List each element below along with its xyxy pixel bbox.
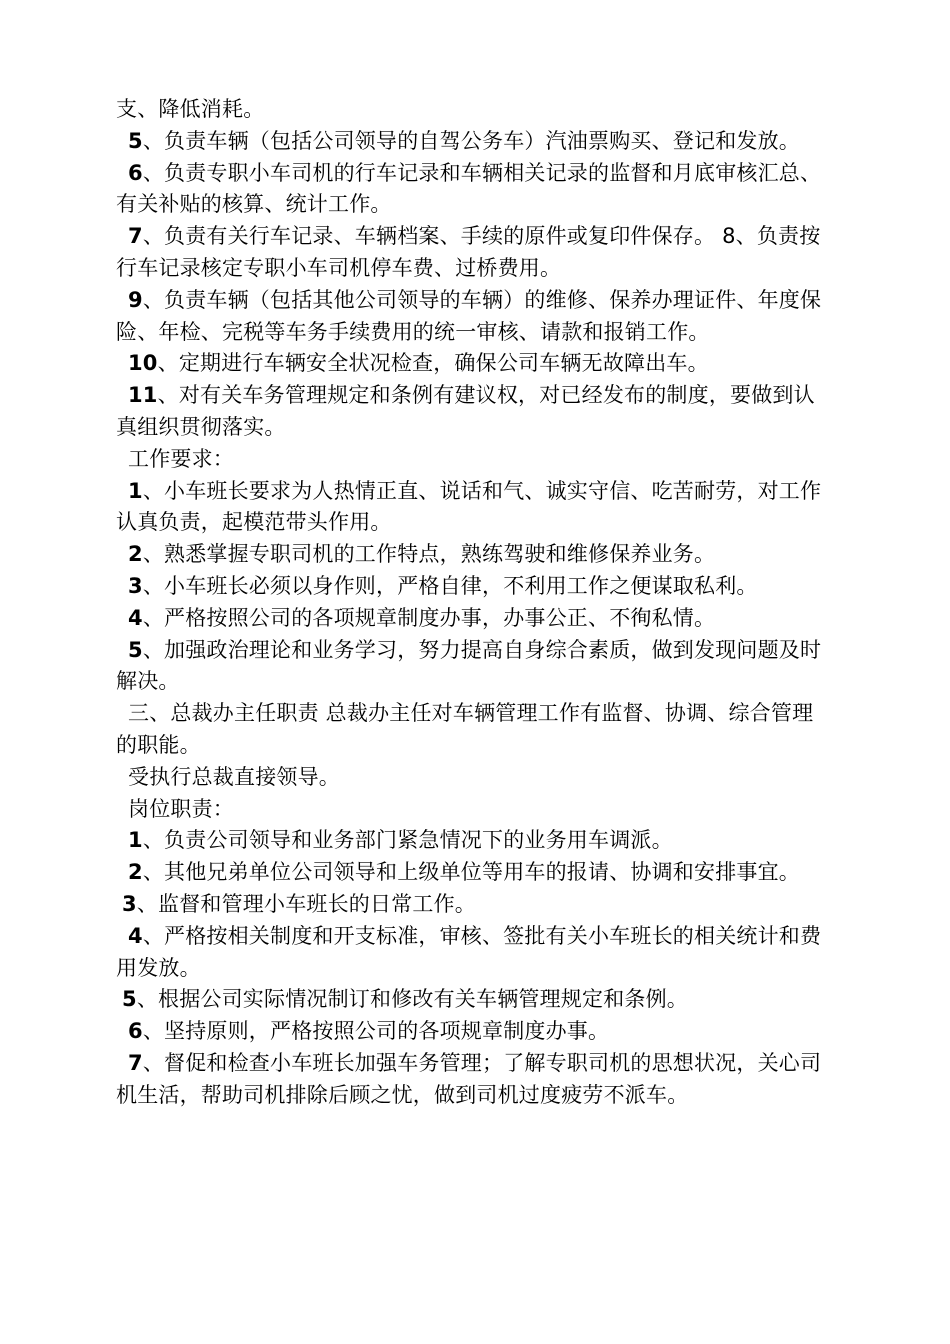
paragraph: 2、熟悉掌握专职司机的工作特点，熟练驾驶和维修保养业务。: [128, 542, 716, 567]
paragraph: 1、小车班长要求为人热情正直、说话和气、诚实守信、吃苦耐劳，对工作认真负责，起模范带头作用。: [116, 478, 822, 535]
paragraph: 5、根据公司实际情况制订和修改有关车辆管理规定和条例。: [122, 987, 689, 1012]
item-number: 2: [128, 542, 143, 567]
item-number: 6: [128, 160, 143, 185]
document-body: [116, 94, 834, 1112]
paragraph: 6、负责专职小车司机的行车记录和车辆相关记录的监督和月底审核汇总、有关补贴的核算、统计工作。: [116, 160, 822, 217]
item-number: 5: [122, 987, 137, 1012]
paragraph: 6、坚持原则，严格按照公司的各项规章制度办事。: [128, 1019, 610, 1044]
item-number: 3: [122, 891, 137, 916]
item-number: 2: [128, 860, 143, 885]
item-number: 1: [128, 828, 143, 853]
item-number: 4: [128, 923, 143, 948]
paragraph: 10、定期进行车辆安全状况检查，确保公司车辆无故障出车。: [128, 351, 709, 376]
paragraph: 5、负责车辆（包括公司领导的自驾公务车）汽油票购买、登记和发放。: [128, 128, 801, 153]
item-number: 11: [128, 383, 158, 408]
paragraph: 4、严格按照公司的各项规章制度办事，办事公正、不徇私情。: [128, 605, 716, 630]
item-number: 9: [128, 287, 143, 312]
item-number: 3: [128, 573, 143, 598]
paragraph: 7、负责有关行车记录、车辆档案、手续的原件或复印件保存。 8、负责按行车记录核定专职小车司机停车费、过桥费用。: [116, 224, 821, 280]
paragraph: 支、降低消耗。: [116, 97, 265, 121]
paragraph: 2、其他兄弟单位公司领导和上级单位等用车的报请、协调和安排事宜。: [128, 860, 801, 885]
paragraph: 3、小车班长必须以身作则，严格自律，不利用工作之便谋取私利。: [128, 573, 758, 598]
paragraph: 9、负责车辆（包括其他公司领导的车辆）的维修、保养办理证件、年度保险、年检、完税等车务手续费用的统一审核、请款和报销工作。: [116, 287, 822, 344]
paragraph: 3、监督和管理小车班长的日常工作。: [122, 891, 477, 916]
section-heading: 工作要求：: [128, 446, 234, 471]
section-heading: 岗位职责：: [128, 796, 234, 821]
item-number: 4: [128, 605, 143, 630]
item-number: 7: [128, 224, 143, 249]
section-heading: 三、总裁办主任职责 总裁办主任对车辆管理工作有监督、协调、综合管理的职能。: [116, 701, 814, 757]
item-number: 5: [128, 128, 143, 153]
paragraph: 5、加强政治理论和业务学习，努力提高自身综合素质，做到发现问题及时解决。: [116, 637, 822, 694]
paragraph: 11、对有关车务管理规定和条例有建议权，对已经发布的制度，要做到认真组织贯彻落实。: [116, 383, 815, 439]
item-number: 1: [128, 478, 143, 503]
paragraph: 4、严格按相关制度和开支标准，审核、签批有关小车班长的相关统计和费用发放。: [116, 923, 822, 980]
paragraph: 7、督促和检查小车班长加强车务管理；了解专职司机的思想状况，关心司机生活，帮助司机排除后顾之忧，做到司机过度疲劳不派车。: [116, 1050, 822, 1107]
item-number: 7: [128, 1050, 143, 1075]
paragraph: 1、负责公司领导和业务部门紧急情况下的业务用车调派。: [128, 828, 673, 853]
item-number: 5: [128, 637, 143, 662]
item-number: 6: [128, 1019, 143, 1044]
item-number: 10: [128, 351, 158, 376]
paragraph: 受执行总裁直接领导。: [128, 764, 340, 789]
